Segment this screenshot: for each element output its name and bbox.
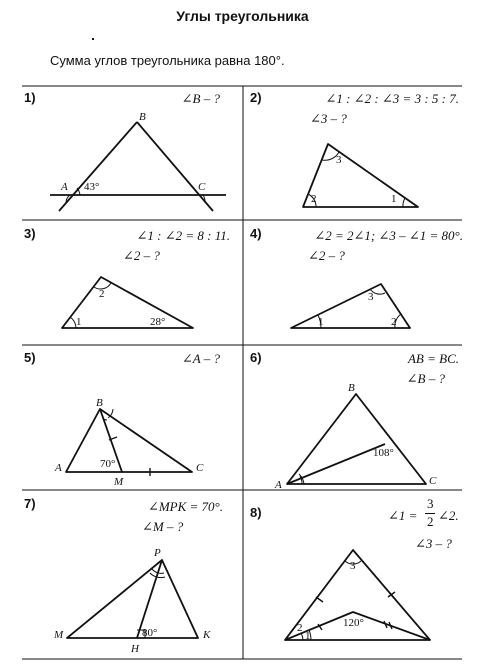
figure-7-triangle xyxy=(67,560,198,638)
problem-3-condition-1: ∠1 : ∠2 = 8 : 11. xyxy=(136,228,230,243)
problem-6-condition-2: ∠B – ? xyxy=(406,371,445,386)
fig2-angle-2: 2 xyxy=(311,193,317,205)
fig2-angle-1: 1 xyxy=(391,193,397,205)
problem-3-condition-2: ∠2 – ? xyxy=(123,248,160,263)
problem-2-condition-1: ∠1 : ∠2 : ∠3 = 3 : 5 : 7. xyxy=(325,91,459,106)
figure-1-triangle xyxy=(50,122,226,211)
fig7-label-m: M xyxy=(54,629,64,641)
fig1-label-c: C xyxy=(198,181,206,193)
fig1-angle-value: 43° xyxy=(84,181,100,193)
fig1-label-a: A xyxy=(61,181,68,193)
problem-6-condition-1: AB = BC. xyxy=(407,351,459,366)
fig7-label-h: H xyxy=(131,643,139,655)
fig1-label-b: B xyxy=(139,111,146,123)
fig4-angle-2: 2 xyxy=(391,316,397,328)
fig4-angle-1: 1 xyxy=(318,316,324,328)
fig3-angle-value: 28° xyxy=(150,316,166,328)
problem-5-condition: ∠A – ? xyxy=(181,351,220,366)
problem-2-number: 2) xyxy=(250,90,262,105)
problem-4-number: 4) xyxy=(250,226,262,241)
problem-8-number: 8) xyxy=(250,505,262,520)
problem-3-number: 3) xyxy=(24,226,36,241)
problem-8-formula-lhs: ∠1 = xyxy=(388,508,418,523)
problem-4-condition-2: ∠2 – ? xyxy=(308,248,345,263)
fig8-angle-3: 3 xyxy=(350,560,356,572)
page-title: Углы треугольника xyxy=(176,8,309,24)
figure-5-triangle xyxy=(66,409,192,476)
problem-1-condition: ∠B – ? xyxy=(181,91,220,106)
problem-7-condition-1: ∠MPK = 70°. xyxy=(147,499,223,514)
fig5-label-c: C xyxy=(196,462,204,474)
fig6-angle-value: 108° xyxy=(373,447,394,459)
problem-8-formula-rhs: ∠2. xyxy=(438,508,459,523)
fig7-angle-value: 80° xyxy=(142,627,158,639)
fig8-angle-value: 120° xyxy=(343,617,364,629)
problem-7-condition-2: ∠M – ? xyxy=(142,519,184,534)
problem-8-condition-2: ∠3 – ? xyxy=(415,536,452,551)
fig7-label-p: P xyxy=(154,547,161,559)
fig8-angle-2: 2 xyxy=(297,622,303,634)
fig6-label-c: C xyxy=(429,475,437,487)
problem-8-formula-numerator: 3 xyxy=(427,496,434,511)
fig6-label-b: B xyxy=(348,382,355,394)
fig3-angle-2: 2 xyxy=(99,288,105,300)
problem-1-number: 1) xyxy=(24,90,36,105)
figure-6-triangle xyxy=(287,394,426,484)
problem-8-formula-denominator: 2 xyxy=(427,514,434,529)
problem-5-number: 5) xyxy=(24,350,36,365)
problem-2-condition-2: ∠3 – ? xyxy=(310,111,347,126)
fig7-label-k: K xyxy=(203,629,211,641)
figure-2-triangle xyxy=(303,144,418,207)
page-subtitle: Сумма углов треугольника равна 180°. xyxy=(50,53,285,68)
problem-6-number: 6) xyxy=(250,350,262,365)
fig5-label-m: M xyxy=(114,476,124,488)
fig5-label-b: B xyxy=(96,397,103,409)
problem-4-condition-1: ∠2 = 2∠1; ∠3 – ∠1 = 80°. xyxy=(314,228,463,243)
fig3-angle-1: 1 xyxy=(76,316,82,328)
problem-7-number: 7) xyxy=(24,496,36,511)
fig8-angle-1: 1 xyxy=(305,630,311,642)
fig2-angle-3: 3 xyxy=(336,154,342,166)
fig6-label-a: A xyxy=(275,479,282,491)
fig5-label-a: A xyxy=(55,462,62,474)
fig4-angle-3: 3 xyxy=(368,291,374,303)
fig5-angle-value: 70° xyxy=(100,458,116,470)
figure-3-triangle xyxy=(62,277,193,328)
